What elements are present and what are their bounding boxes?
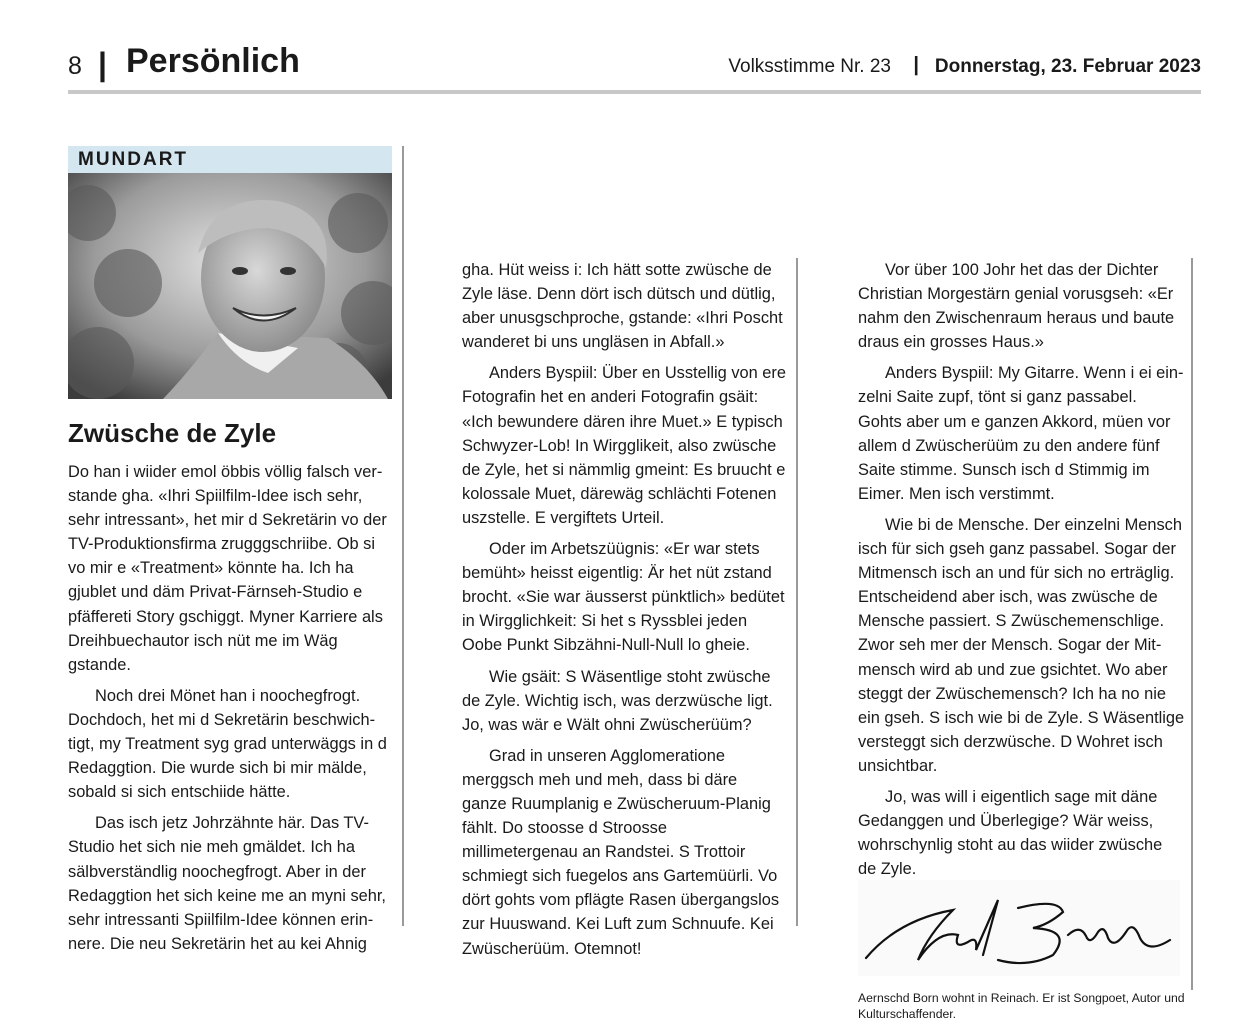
article-column-3 xyxy=(858,258,1185,888)
article-headline: Zwüsche de Zyle xyxy=(68,418,277,448)
column-rule xyxy=(402,146,404,926)
paragraph: Grad in unseren Agglomeratione merggsch meh und meh, dass bi däre ganze Ruumplanig e Zwüscheruum-Planig fählt. Do stoosse d Stroosse millimetergenau an Randstei. S Trottoir schmiegt sich fuegelos ans Gartemüürli. Vo dört gohts vom pflägte Rasen übergangslos zur Huuswand. Kei Luft zum Schnuufe. Kei Zwüscherüüm. Otemnot! xyxy=(462,746,780,958)
signature-icon xyxy=(858,880,1180,976)
header-separator: | xyxy=(98,46,107,82)
paragraph: Das isch jetz Johrzähnte här. Das TV-Studio het sich nie meh gmäldet. Ich ha sälbverständlig noochegfrogt. Aber in der Redaggtion het sich keine me an myni sehr, sehr intressanti Spiilfilm-Idee können erinnere. Die neu Sekretärin het au kei Ahnig xyxy=(68,814,386,953)
issue-number: Volksstimme Nr. 23 xyxy=(728,56,891,77)
header-rule xyxy=(68,90,1201,94)
paragraph: Noch drei Mönet han i noochegfrogt. Dochdoch, het mi d Sekretärin beschwichtigt, my Treatment syg grad unterwäggs in d Redaggtion. Die wurde sich bi mir mälde, sobald si sich entschiide hätte. xyxy=(68,686,387,802)
paragraph: Anders Byspiil: Über en Usstellig von ere Fotografin het en anderi Fotografin gsäit: «Ich bewundere dären ihre Muet.» E typisch Schwyzer-Lob! In Wirgglikeit, also zwüsche de Zyle, het si nämmlig gmeint: Es bruucht e kolossale Muet, därewäg schlächti Fotenen uszstelle. E vergiftets Urteil. xyxy=(462,364,786,527)
kicker-label: MUNDART xyxy=(68,146,392,173)
article-column-2 xyxy=(462,258,786,968)
column-rule xyxy=(796,258,798,926)
paragraph: Do han i wiider emol öbbis völlig falsch verstande gha. «Ihri Spiilfilm-Idee isch sehr, sehr intressant», het mir d Sekretärin vo der TV-Produktionsfirma zrugggschriibe. Ob si vo mir e «Treatment» könnte ha. Ich ha gjublet und däm Privat-Färnseh-Studio e pfäffereti Story gschiggt. Myner Karriere als Dreihbuechautor isch nüt me im Wäg gstande. xyxy=(68,463,387,674)
paragraph: Oder im Arbetszüügnis: «Er war stets bemüht» heisst eigentlig: Är het nüt zstand brocht. «Sie war äusserst pünktlich» bedütet in Wirgglichkeit: Si het s Ryssblei jeden Oobe Punkt Sibzähni-Null-Null lo gheie. xyxy=(462,540,785,655)
column-rule xyxy=(1191,258,1193,990)
paragraph: Wie gsäit: S Wäsentlige stoht zwüsche de Zyle. Wichtig isch, was derzwüsche ligt. Jo, was wär e Wält ohni Zwüscherüüm? xyxy=(462,667,773,734)
author-caption: Aernschd Born wohnt in Reinach. Er ist Songpoet, Autor und Kulturschaffender. xyxy=(858,991,1185,1021)
author-photo xyxy=(68,173,392,399)
article-column-1 xyxy=(68,460,392,963)
paragraph: Jo, was will i eigentlich sage mit däne Gedanggen und Überlegige? Wär weiss, wohrschynlig stoht au das wiider zwüsche de Zyle. xyxy=(858,787,1163,879)
author-signature xyxy=(858,880,1180,976)
paragraph: Vor über 100 Johr het das der Dichter Christian Morgestärn genial vorusgseh: «Er nahm den Zwischenraum heraus und baute draus ein grosses Haus.» xyxy=(858,261,1175,352)
header-separator: | xyxy=(913,54,919,76)
paragraph: Anders Byspiil: My Gitarre. Wenn i ei einzelni Saite zupf, tönt si ganz passabel. Gohts aber um e ganzen Akkord, müen vor allem d Zwüscherüüm zu den andere fünf Saite stimme. Sunsch isch d Stimmig im Eimer. Men isch verstimmt. xyxy=(858,364,1184,503)
page-header xyxy=(68,40,1201,92)
section-title: Persönlich xyxy=(126,42,300,80)
paragraph: gha. Hüt weiss i: Ich hätt sotte zwüsche de Zyle läse. Denn dört isch dütsch und dütlig, aber unusgschproche, gstande: «Ihri Poscht wanderet bi uns ungläsen in Abfall.» xyxy=(462,261,783,352)
issue-date: Donnerstag, 23. Februar 2023 xyxy=(934,56,1201,77)
page-number: 8 xyxy=(68,52,82,80)
paragraph: Wie bi de Mensche. Der einzelni Mensch isch für sich gseh ganz passabel. Sogar der Mitmensch isch an und für sich no erträglig. Entscheidend aber isch, was zwüsche de Mensche passiert. S Zwüschemenschlige. Zwor seh mer der Mensch. Sogar der Mitmensch wird ab und zue gsichtet. Wo aber steggt der Zwüschemensch? Ich ha no nie ein gseh. S isch wie bi de Zyle. S Wäsentlige versteggt sich derzwüsche. D Wohret isch unsichtbar. xyxy=(858,515,1185,775)
portrait-illustration xyxy=(68,173,392,399)
